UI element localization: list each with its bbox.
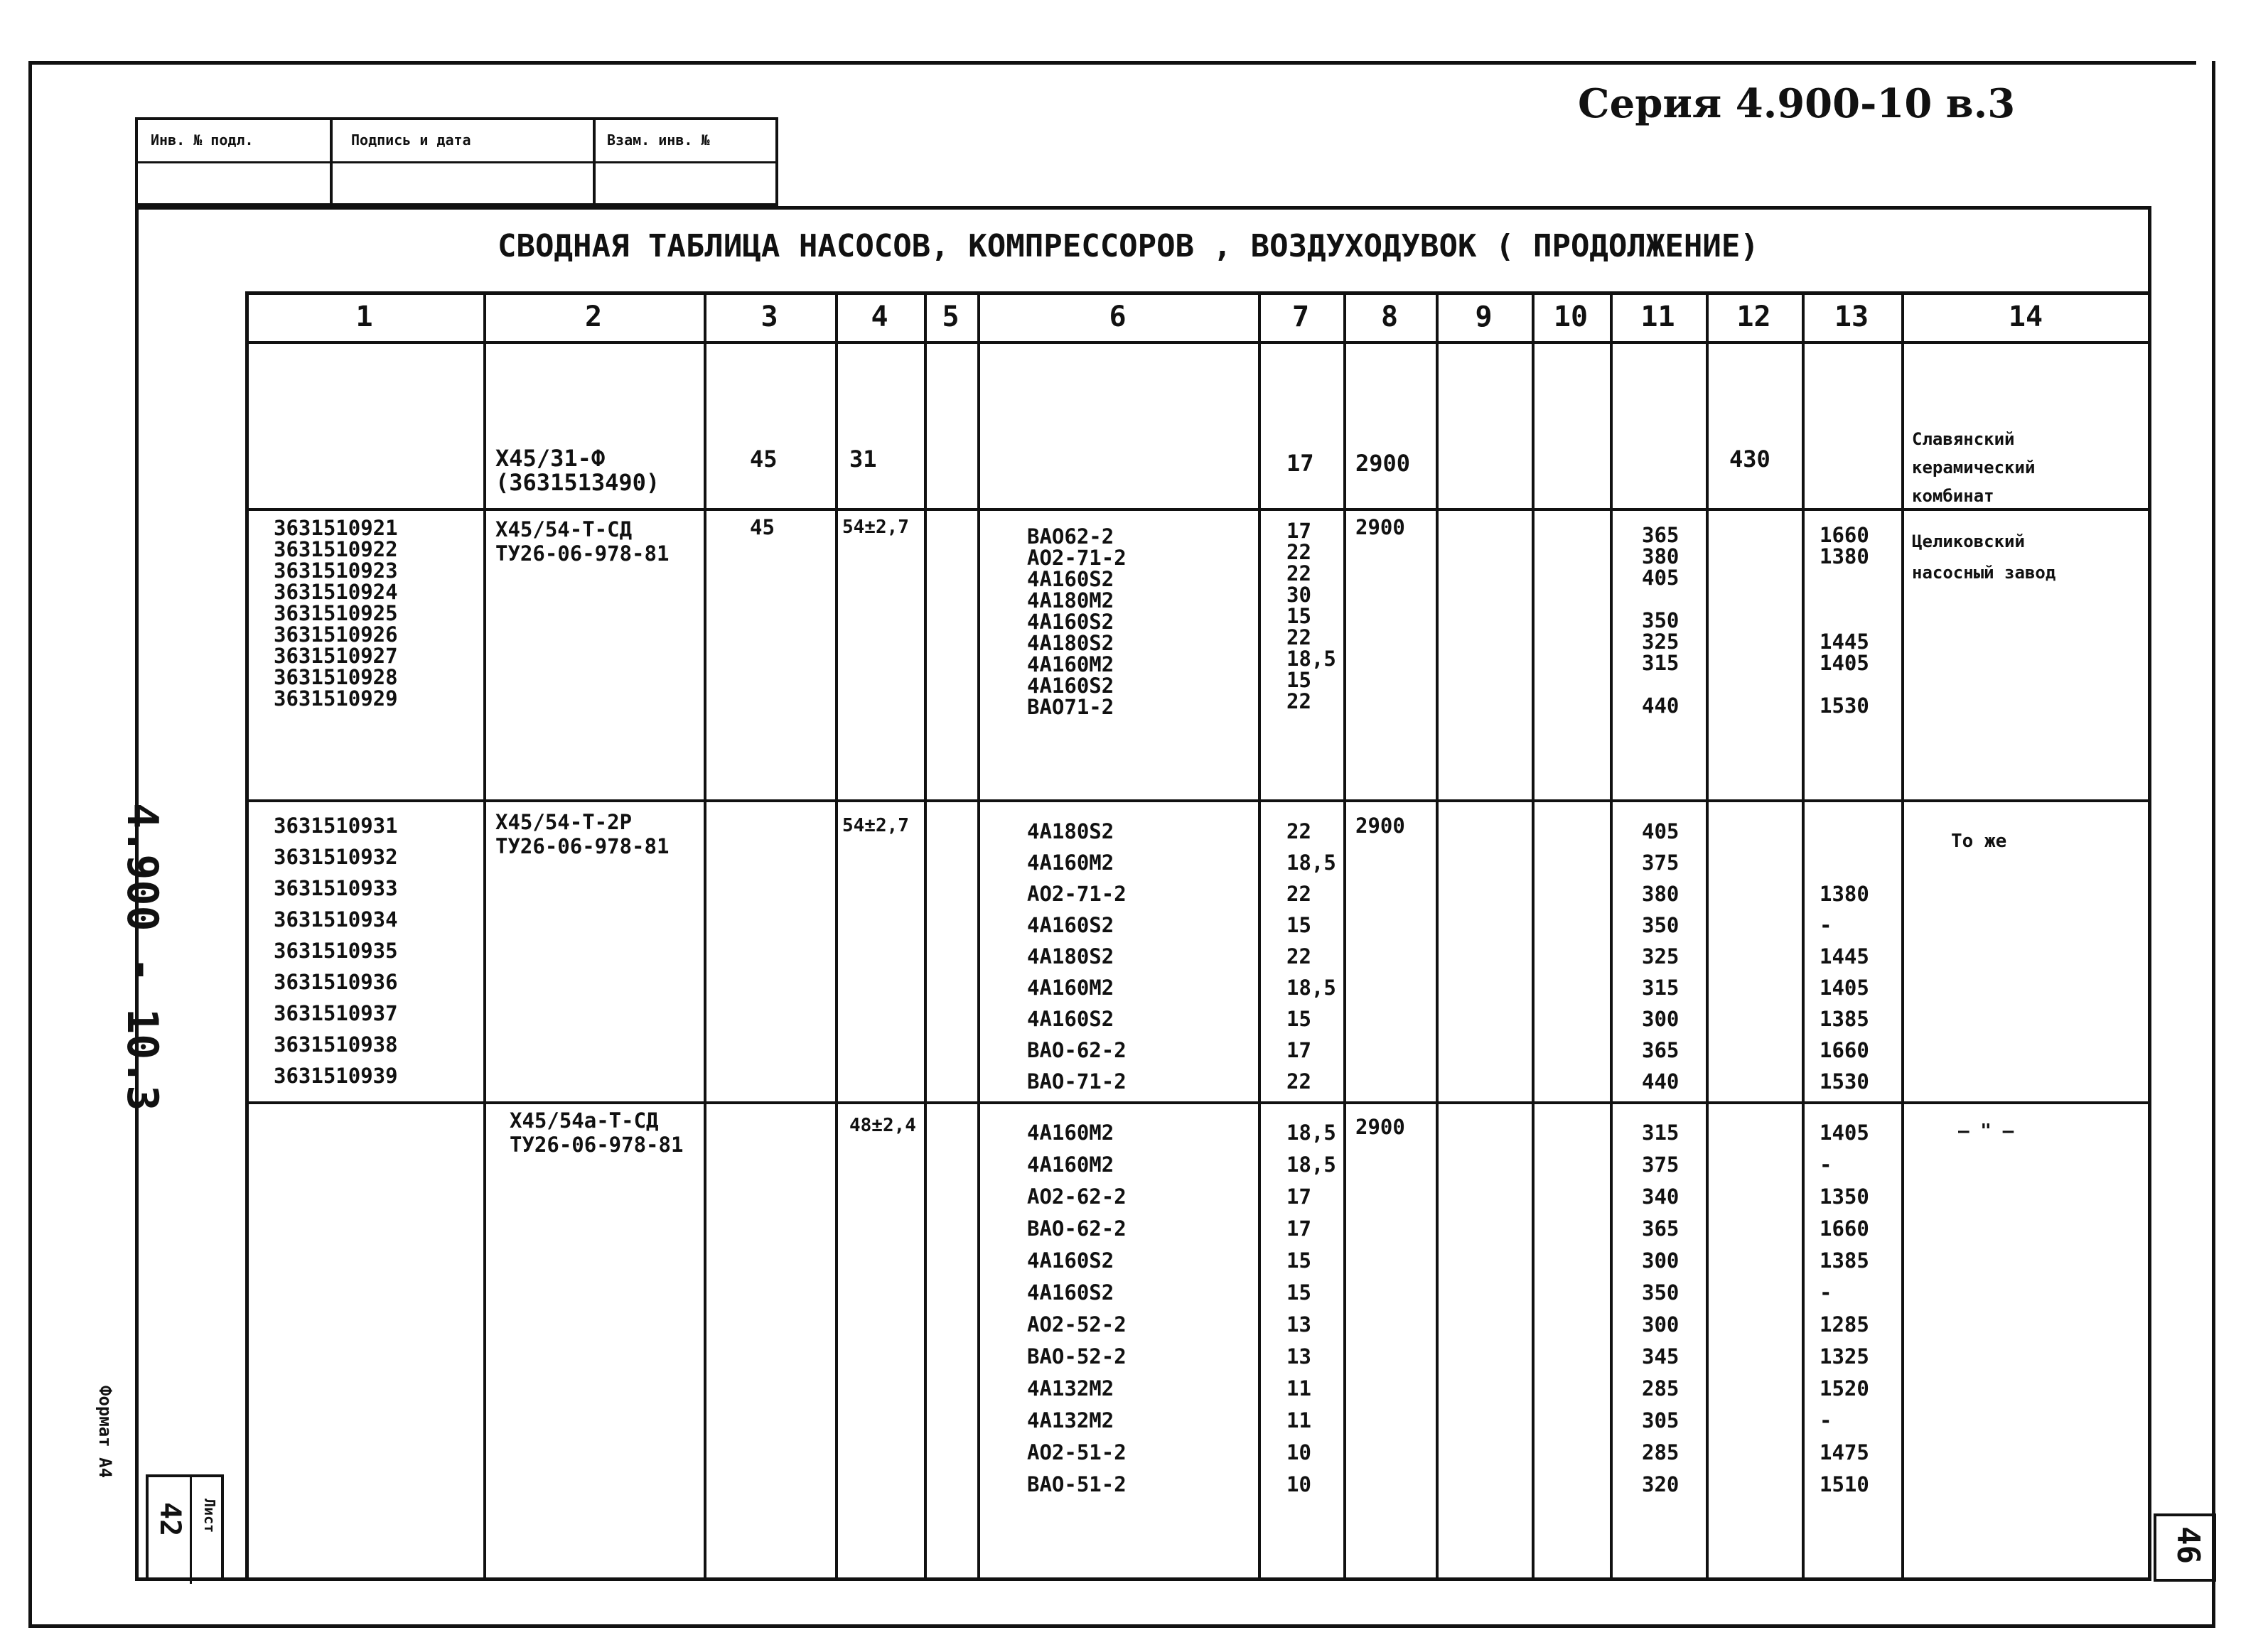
- cell-head: 48±2,4: [849, 1115, 916, 1136]
- cell-rpm: 2900: [1355, 1115, 1405, 1139]
- sheet-number: 42: [154, 1502, 186, 1537]
- frame-bottom-line: [28, 1624, 2215, 1628]
- table-title: СВОДНАЯ ТАБЛИЦА НАСОСОВ, КОМПРЕССОРОВ , ВОЗДУХОДУВОК ( ПРОДОЛЖЕНИЕ): [498, 228, 1759, 264]
- cell-power: 22 18,5 22 15 22 18,5 15 17 22: [1286, 819, 1336, 1094]
- cell-rpm: 2900: [1355, 814, 1405, 838]
- stamp-row-divider: [138, 161, 778, 163]
- col-divider: [1901, 291, 1904, 1581]
- row-divider: [245, 1101, 2151, 1104]
- cell-col11: 405 375 380 350 325 315 300 365 440: [1642, 819, 1679, 1094]
- cell-manufacturer: Славянский керамический комбинат: [1912, 429, 2036, 506]
- col-header-6: 6: [1109, 301, 1127, 333]
- col-divider: [1706, 291, 1709, 1581]
- col-header-12: 12: [1736, 301, 1771, 333]
- col-divider: [1343, 291, 1346, 1581]
- cell-col11: 315 375 340 365 300 350 300 345 285 305 285 320: [1642, 1121, 1679, 1496]
- row-divider: [245, 508, 2151, 511]
- cell-codes: 3631510931 3631510932 3631510933 3631510934 3631510935 3631510936 3631510937 3631510938 3631510939: [274, 814, 398, 1088]
- col-divider: [1258, 291, 1261, 1581]
- cell-col11: 365 380 405 350 325 315 440: [1642, 523, 1679, 718]
- col-divider: [245, 291, 249, 1581]
- cell-head: 54±2,7: [842, 517, 909, 538]
- col-divider: [835, 291, 838, 1581]
- col-divider: [1436, 291, 1439, 1581]
- cell-manufacturer: Целиковский насосный завод: [1912, 531, 2056, 583]
- col-divider: [924, 291, 927, 1581]
- col-divider: [1802, 291, 1805, 1581]
- stamp-label-signature-date: Подпись и дата: [351, 131, 471, 149]
- cell-power: 17: [1286, 450, 1314, 477]
- col-header-7: 7: [1291, 301, 1310, 333]
- cell-motor: ВАО62-2 АО2-71-2 4А160S2 4А180М2 4А160S2 4А180S2 4А160М2 4А160S2 ВАО71-2: [1027, 524, 1127, 719]
- page-number-box: [2154, 1513, 2216, 1582]
- cell-motor: 4А160М2 4А160М2 АО2-62-2 ВАО-62-2 4А160S2 4А160S2 АО2-52-2 ВАО-52-2 4А132М2 4А132М2 АО2-51-2 ВАО-51-2: [1027, 1121, 1127, 1496]
- cell-col13: 1380 - 1445 1405 1385 1660 1530: [1820, 882, 1869, 1094]
- col-divider: [483, 291, 486, 1581]
- sheet-box: [146, 1474, 224, 1581]
- col-divider: [1610, 291, 1613, 1581]
- cell-power: 18,5 18,5 17 17 15 15 13 13 11 11 10 10: [1286, 1121, 1336, 1496]
- cell-head: 54±2,7: [842, 815, 909, 836]
- col-header-1: 1: [355, 301, 373, 333]
- header-top-rule: [245, 291, 2151, 295]
- stamp-label-inv-no: Инв. № подл.: [151, 131, 254, 149]
- frame-top-line: [28, 61, 2196, 65]
- stamp-col-divider: [330, 120, 333, 209]
- stamp-label-replaced-inv: Взам. инв. №: [607, 131, 710, 149]
- cell-rpm: 2900: [1355, 450, 1411, 477]
- col-header-11: 11: [1640, 301, 1675, 333]
- cell-codes: 3631510921 3631510922 3631510923 3631510924 3631510925 3631510926 3631510927 3631510928 3631510929: [274, 516, 398, 711]
- col-divider: [977, 291, 980, 1581]
- cell-flow: 45: [750, 515, 775, 539]
- cell-head: 31: [849, 446, 877, 473]
- col-header-13: 13: [1834, 301, 1869, 333]
- cell-pump-model: Х45/31-Ф (3631513490): [495, 445, 660, 496]
- row-divider: [245, 799, 2151, 802]
- cell-pump-model: Х45/54-Т-СД ТУ26-06-978-81: [495, 517, 670, 566]
- frame-right-line: [2212, 61, 2215, 1628]
- cell-rpm: 2900: [1355, 515, 1405, 539]
- col-header-4: 4: [871, 301, 888, 333]
- format-label: Формат А4: [95, 1386, 115, 1479]
- cell-motor: 4А180S2 4А160М2 АО2-71-2 4А160S2 4А180S2 4А160М2 4А160S2 ВАО-62-2 ВАО-71-2: [1027, 819, 1127, 1094]
- sheet-box-divider: [190, 1477, 192, 1584]
- col-header-14: 14: [2008, 301, 2043, 333]
- col-header-8: 8: [1380, 301, 1399, 333]
- col-divider: [704, 291, 706, 1581]
- cell-flow: 45: [750, 446, 778, 473]
- cell-manufacturer: То же: [1951, 831, 2007, 852]
- series-label: Серия 4.900-10 в.3: [1578, 80, 2016, 127]
- col-header-9: 9: [1475, 301, 1493, 333]
- cell-pump-model: Х45/54-Т-2Р ТУ26-06-978-81: [495, 810, 670, 858]
- cell-manufacturer: — " —: [1958, 1121, 2014, 1142]
- side-document-code: 4.900 - 10.3: [117, 803, 167, 1111]
- page-number: 46: [2170, 1526, 2206, 1564]
- frame-left-line: [28, 61, 32, 1628]
- col-header-10: 10: [1553, 301, 1589, 333]
- stamp-col-divider: [593, 120, 596, 209]
- cell-power: 17 22 22 30 15 22 18,5 15 22: [1286, 519, 1336, 713]
- cell-col13: 1405 - 1350 1660 1385 - 1285 1325 1520 - 1475 1510: [1820, 1121, 1869, 1496]
- cell-col12: 430: [1729, 446, 1770, 473]
- col-header-3: 3: [761, 301, 778, 333]
- cell-pump-model: Х45/54а-Т-СД ТУ26-06-978-81: [510, 1108, 684, 1157]
- col-header-2: 2: [584, 301, 603, 333]
- col-divider: [1532, 291, 1535, 1581]
- sheet-label: Лист: [201, 1499, 218, 1533]
- data-table: [245, 291, 2150, 1581]
- header-bottom-rule: [245, 341, 2151, 344]
- approval-stamp: [135, 117, 778, 206]
- cell-col13: 1660 1380 1445 1405 1530: [1820, 523, 1869, 718]
- col-header-5: 5: [942, 301, 960, 333]
